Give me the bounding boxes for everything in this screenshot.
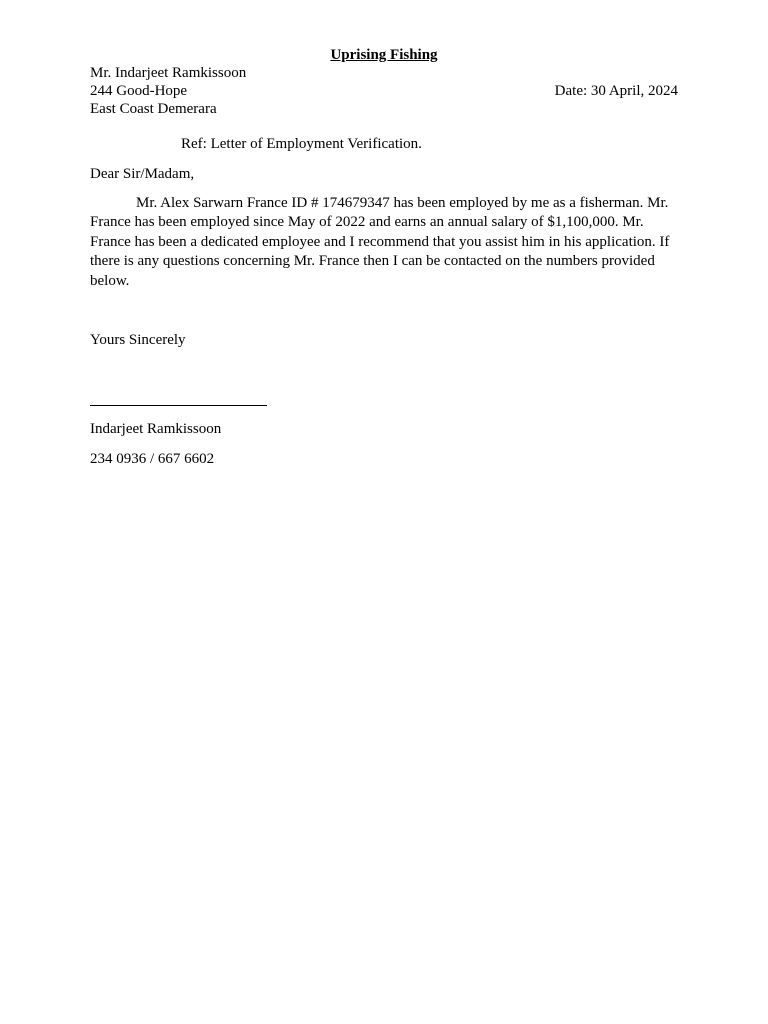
closing: Yours Sincerely (90, 332, 186, 348)
signer-name: Indarjeet Ramkissoon (90, 421, 222, 437)
reference-line: Ref: Letter of Employment Verification. (181, 136, 422, 152)
letter-date: Date: 30 April, 2024 (554, 83, 678, 99)
sender-name: Mr. Indarjeet Ramkissoon (90, 65, 247, 81)
letter-body: Mr. Alex Sarwarn France ID # 174679347 has been employed by me as a fisherman. Mr. France has been employed since May of 2022 and earns an annual salary of $1,100,000. Mr. France has been a dedicated employee and I recommend that you assist him in his application. If there is any questions concerning Mr. France then I can be contacted on the numbers provided below. (90, 195, 670, 289)
sender-address-line2: East Coast Demerara (90, 101, 217, 117)
signature-line (90, 405, 267, 406)
sender-address-line1: 244 Good-Hope (90, 83, 188, 99)
signer-phone: 234 0936 / 667 6602 (90, 451, 215, 467)
sender-block (90, 64, 246, 118)
letter-title: Uprising Fishing (330, 47, 438, 63)
salutation: Dear Sir/Madam, (90, 166, 195, 182)
